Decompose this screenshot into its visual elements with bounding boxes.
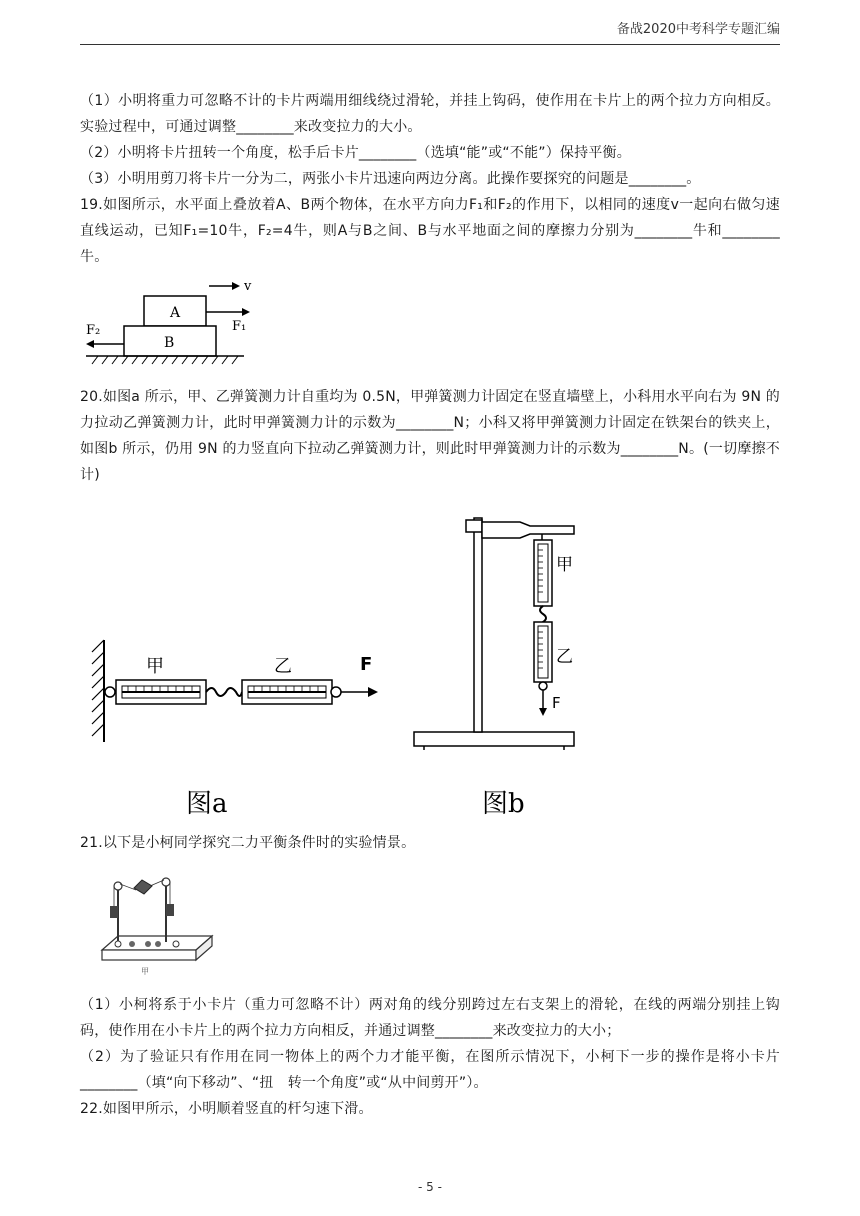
left-pulley (114, 882, 122, 890)
right-pulley (162, 878, 170, 886)
label-jia-a: 甲 (146, 656, 164, 677)
block-a-label: A (170, 305, 181, 321)
q19-text: 19.如图所示，水平面上叠放着A、B两个物体，在水平方向力F₁和F₂的作用下，以相同的速度v一起向右做匀速直线运动，已知F₁=10牛，F₂=4牛，则A与B之间、B与水平地面之间的摩擦力分别为________牛和________牛。 (80, 197, 780, 265)
left-weight (110, 906, 118, 918)
fig19-f2-label: F₂ (86, 323, 101, 338)
right-weight (166, 904, 174, 916)
apparatus-base (102, 950, 196, 960)
q22-text: 22.如图甲所示，小明顺着竖直的杆匀速下滑。 (80, 1101, 373, 1117)
label-yi-a: 乙 (274, 656, 292, 677)
caption-fig-a: 图a (186, 789, 228, 819)
page-header-title: 备战2020中考科学专题汇编 (616, 22, 780, 37)
stand-base (414, 732, 574, 746)
block-b-label: B (164, 335, 175, 351)
q20-text: 20.如图a 所示，甲、乙弹簧测力计自重均为 0.5N，甲弹簧测力计固定在竖直墙壁上，小科用水平向右为 9N 的力拉动乙弹簧测力计，此时甲弹簧测力计的示数为________N；小科又将甲弹簧测力计固定在铁架台的铁夹上，如图b 所示，仍用 9N 的力竖直向下拉动乙弹簧测力计，则此时甲弹簧测力计的示数为________N。(一切摩擦不计) (80, 389, 780, 483)
figure-19-blocks (84, 272, 264, 372)
q21-part1: （1）小柯将系于小卡片（重力可忽略不计）两对角的线分别跨过左右支架上的滑轮，在线的两端分别挂上钩码，使作用在小卡片上的两个拉力方向相反，并通过调整________来改变拉力的大小； (80, 997, 780, 1039)
q21-text: 21.以下是小柯同学探究二力平衡条件时的实验情景。 (80, 835, 416, 851)
fig19-v-label: v (244, 279, 252, 294)
label-f-b: F (552, 694, 561, 712)
figure-20a (88, 630, 388, 820)
stand-rod (474, 518, 482, 732)
q18-part3: （3）小明用剪刀将卡片一分为二，两张小卡片迅速向两边分离。此操作要探究的问题是________。 (80, 171, 701, 187)
header-rule (80, 44, 780, 45)
figure-20b (410, 508, 600, 820)
q18-part2: （2）小明将卡片扭转一个角度，松手后卡片________（选填“能”或“不能”）保持平衡。 (80, 145, 631, 161)
stand-clamp (482, 522, 574, 538)
caption-fig-b: 图b (482, 789, 525, 819)
fig19-f1-label: F₁ (232, 319, 247, 334)
figure-21-apparatus (96, 870, 226, 978)
q21-part2: （2）为了验证只有作用在同一物体上的两个力才能平衡，在图所示情况下，小柯下一步的操作是将小卡片________（填“向下移动”、“扭 转一个角度”或“从中间剪开”）。 (80, 1049, 780, 1091)
fig21-caption: 甲 (141, 967, 149, 976)
label-f-a: F (360, 654, 373, 675)
page-number: - 5 - (418, 1180, 442, 1194)
small-card (134, 880, 152, 894)
label-yi-b: 乙 (556, 647, 573, 667)
label-jia-b: 甲 (556, 555, 573, 575)
q18-part1: （1）小明将重力可忽略不计的卡片两端用细线绕过滑轮，并挂上钩码，使作用在卡片上的两个拉力方向相反。实验过程中，可通过调整________来改变拉力的大小。 (80, 93, 780, 135)
